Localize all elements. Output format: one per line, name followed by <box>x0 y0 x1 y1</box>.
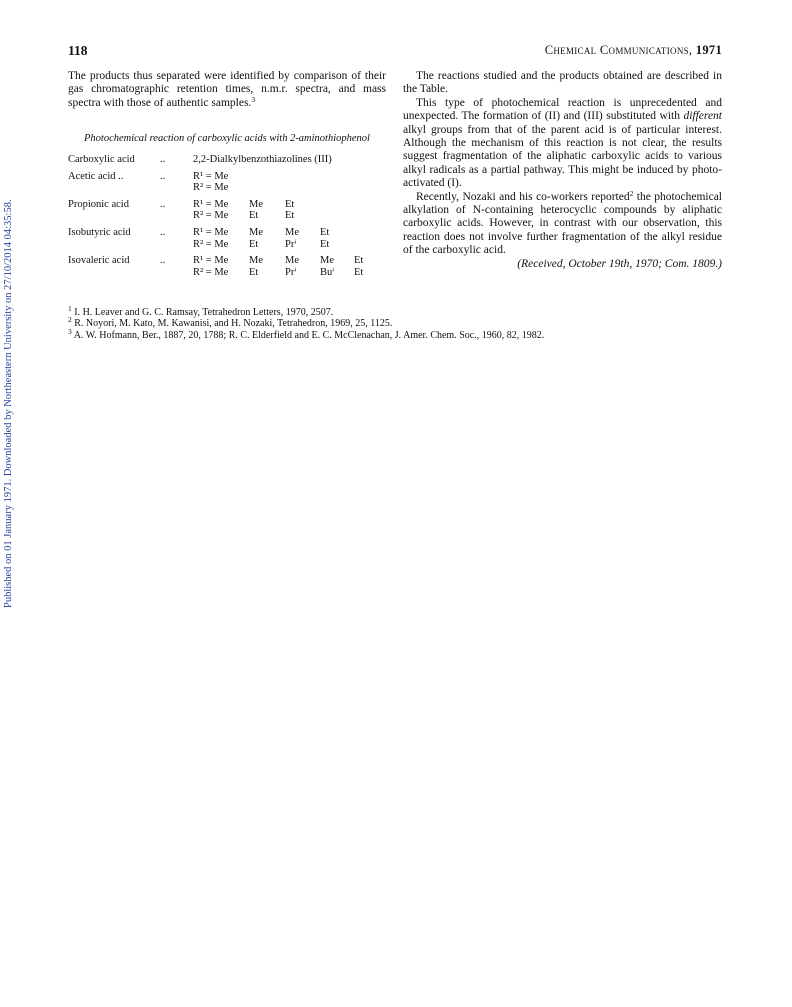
r2-value: Et <box>249 238 259 250</box>
footnote-text: R. Noyori, M. Kato, M. Kawanisi, and H. Nozaki, Tetrahedron, 1969, 25, 1125. <box>74 318 393 330</box>
journal-year: 1971 <box>695 43 722 57</box>
discussion-text-a: This type of photochemical reaction is unprecedented and unexpected. The formation of (II) and (III) substituted with <box>403 96 722 123</box>
running-head <box>545 43 722 58</box>
download-watermark <box>3 180 19 610</box>
footnote-mark: 3 <box>68 326 72 336</box>
r1-value: Me <box>285 226 299 238</box>
table-row <box>68 267 388 279</box>
acid-name: Acetic acid .. <box>68 170 124 182</box>
download-watermark-text: Published on 01 January 1971. Downloaded by Northeastern University on 27/10/2014 04:35:58. <box>3 199 14 608</box>
page-number: 118 <box>68 43 88 58</box>
table-row <box>68 239 388 251</box>
r1-value: Me <box>320 255 334 267</box>
table-row <box>68 182 388 194</box>
r1-label: R¹ = Me <box>193 255 229 267</box>
table-header-row <box>68 154 388 166</box>
r2-value: Buⁱ <box>320 266 335 278</box>
page-header <box>68 43 722 61</box>
nozaki-text-b: the photochemical alkylation of N-containing heterocyclic compounds by aliphatic carboxylic acids. However, in contrast with our observation, this reaction does not involve further fragmentation of the alkyl residue of the carboxylic acid. <box>403 190 722 257</box>
leader-dots: .. <box>160 255 166 267</box>
received-date <box>403 258 722 271</box>
left-column <box>68 70 386 110</box>
r1-value: Me <box>249 198 263 210</box>
r1-label: R¹ = Me <box>193 170 229 182</box>
leader-dots: .. <box>160 154 166 165</box>
r2-label: R² = Me <box>193 266 229 278</box>
r2-value: Et <box>249 266 259 278</box>
table-row <box>68 199 388 211</box>
identification-text: The products thus separated were identified by comparison of their gas chromatographic retention times, n.m.r. spectra, and mass spectra with those of authentic samples. <box>68 70 386 109</box>
r1-value: Et <box>320 226 330 238</box>
leader-dots: .. <box>160 198 166 210</box>
table-row <box>68 227 388 239</box>
r1-value: Et <box>354 255 364 267</box>
results-table <box>68 154 388 278</box>
r1-value: Me <box>249 226 263 238</box>
r2-value: Et <box>285 210 295 222</box>
discussion-paragraph <box>403 97 722 191</box>
received-text: (Received, October 19th, 1970; Com. 1809.) <box>517 257 722 270</box>
footnotes <box>68 304 722 341</box>
nozaki-text-a: Recently, Nozaki and his co-workers reported <box>416 190 630 203</box>
table-caption: Photochemical reaction of carboxylic acids with 2-aminothiophenol <box>84 133 370 144</box>
table-row <box>68 210 388 222</box>
table-intro-paragraph: The reactions studied and the products obtained are described in the Table. <box>403 70 722 96</box>
table-row <box>68 171 388 183</box>
r2-value: Prⁱ <box>285 266 297 278</box>
footnote-text: A. W. Hofmann, Ber., 1887, 20, 1788; R. C. Elderfield and E. C. McClenachan, J. Amer. Chem. Soc., 1960, 82, 1982. <box>73 329 545 341</box>
column-header-product: 2,2-Dialkylbenzothiazolines (III) <box>193 154 332 165</box>
footnote <box>68 304 722 318</box>
r1-value: Et <box>285 198 295 210</box>
r1-label: R¹ = Me <box>193 198 229 210</box>
r2-label: R² = Me <box>193 182 229 194</box>
acid-name: Propionic acid <box>68 198 129 210</box>
r2-label: R² = Me <box>193 210 229 222</box>
r2-value: Prⁱ <box>285 238 297 250</box>
footnote-mark: 1 <box>68 304 72 313</box>
r2-value: Et <box>249 210 259 222</box>
footnote-mark: 2 <box>68 315 72 325</box>
r1-label: R¹ = Me <box>193 226 229 238</box>
ref-mark: 3 <box>251 94 256 104</box>
identification-paragraph <box>68 70 386 110</box>
leader-dots: .. <box>160 226 166 238</box>
r2-label: R² = Me <box>193 238 229 250</box>
r1-value: Me <box>285 255 299 267</box>
footnote <box>68 326 722 341</box>
column-header-acid: Carboxylic acid <box>68 154 135 165</box>
r1-value: Me <box>249 255 263 267</box>
nozaki-paragraph <box>403 188 722 258</box>
r2-value: Et <box>354 266 364 278</box>
r2-value: Et <box>320 238 330 250</box>
right-column <box>403 70 722 271</box>
acid-name: Isovaleric acid <box>68 255 130 267</box>
journal-name: Chemical Communications, <box>544 43 693 57</box>
discussion-text-b: alkyl groups from that of the parent acid is of particular interest. Although the mechanism of this reaction is not clear, the results suggest fragmentation of the aliphatic carboxylic acids to various alkyl radicals as a partial pathway. This might be induced by photo-activated (I). <box>403 123 722 190</box>
footnote-text: I. H. Leaver and G. C. Ramsay, Tetrahedron Letters, 1970, 2507. <box>74 307 334 318</box>
ref-mark: 2 <box>629 188 634 198</box>
emphasis-different: different <box>683 110 722 123</box>
table-row <box>68 255 388 267</box>
leader-dots: .. <box>160 170 166 182</box>
footnote <box>68 315 722 330</box>
acid-name: Isobutyric acid <box>68 226 131 238</box>
